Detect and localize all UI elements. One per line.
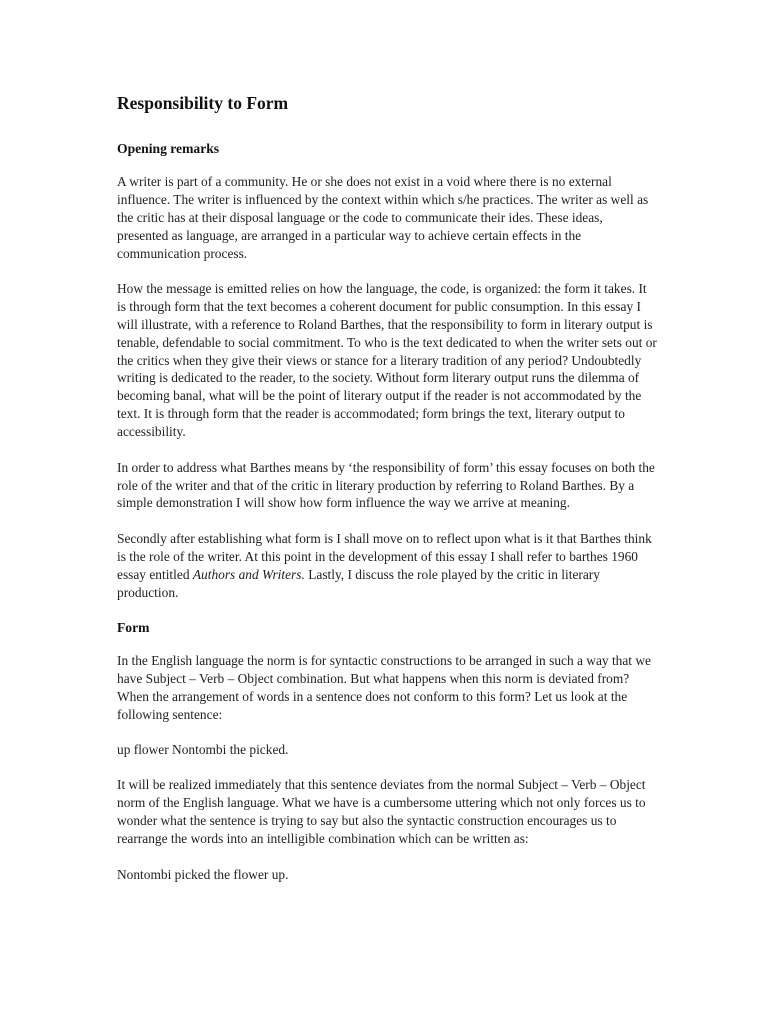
paragraph: How the message is emitted relies on how the language, the code, is organized: the form it takes. It is through form that the text becomes a coherent document for public consumption. In this essay I will illustrate, with a reference to Roland Barthes, that the responsibility to form in literary output is tenable, defendable to social commitment. To who is the text dedicated to when the writer sets out or the critics when they give their views or stance for a literary tradition of any period? Undoubtedly writing is dedicated to the reader, to the society. Without form literary output runs the dilemma of becoming banal, what will be the point of literary output if the reader is not accommodated by the text. It is through form that the reader is accommodated; form brings the text, literary output to accessibility. — [117, 280, 657, 440]
paragraph: A writer is part of a community. He or she does not exist in a void where there is no external influence. The writer is influenced by the context within which s/he practices. The writer as well as the critic has at their disposal language or the code to communicate their ides. These ideas, presented as language, are arranged in a particular way to achieve certain effects in the communication process. — [117, 173, 649, 261]
example-sentence: up flower Nontombi the picked. — [117, 741, 289, 757]
paragraph-text: Secondly after establishing what form is I shall move on to reflect upon what is it that Barthes think is the role of the writer. At this point in the development of this essay I shall refer to barthes 1960 essay entitled — [117, 530, 652, 582]
paragraph: In order to address what Barthes means by ‘the responsibility of form’ this essay focuses on both the role of the writer and that of the critic in literary production by referring to Roland Barthes. By a simple demonstration I will show how form influence the way we arrive at meaning. — [117, 459, 655, 511]
example-sentence: Nontombi picked the flower up. — [117, 866, 289, 882]
paragraph-text: Lastly, I discuss the role played by the critic in literary production. — [117, 566, 600, 600]
section-heading-opening: Opening remarks — [117, 141, 220, 156]
section-heading-form: Form — [117, 619, 150, 635]
paragraph: It will be realized immediately that this sentence deviates from the normal Subject – Verb – Object norm of the English language. What we have is a cumbersome uttering which not only forces us to wonder what the sentence is trying to say but also the syntactic construction encourages us to rearrange the words into an intelligible combination which can be written as: — [117, 777, 646, 847]
paragraph — [117, 530, 657, 602]
document-page — [117, 92, 657, 901]
paragraph: In the English language the norm is for syntactic constructions to be arranged in such a way that we have Subject – Verb – Object combination. But what happens when this norm is deviated from? When the arrangement of words in a sentence does not conform to this form? Let us look at the following sentence: — [117, 652, 651, 722]
document-title: Responsibility to Form — [117, 93, 289, 113]
essay-title-italic: Authors and Writers. — [192, 566, 305, 582]
